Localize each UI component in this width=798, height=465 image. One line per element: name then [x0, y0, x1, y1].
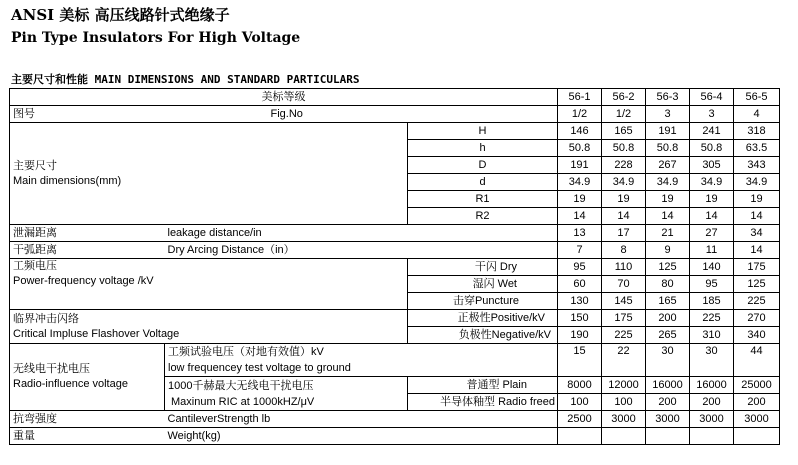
radio-ric-value: 200 — [690, 394, 734, 411]
dim-value: 14 — [734, 208, 780, 225]
model-cell: 56-4 — [690, 89, 734, 106]
leakage-row — [10, 225, 780, 242]
radio-label-en: Radio-influence voltage — [13, 378, 128, 390]
arcing-value: 8 — [602, 242, 646, 259]
dim-value: 305 — [690, 157, 734, 174]
cantilever-value: 2500 — [558, 411, 602, 428]
dim-value: 19 — [690, 191, 734, 208]
dim-value: 146 — [558, 123, 602, 140]
power-freq-value: 140 — [690, 259, 734, 276]
impulse-value: 200 — [646, 310, 690, 327]
dim-name: D — [408, 157, 558, 174]
cantilever-value: 3000 — [690, 411, 734, 428]
radio-ric-value: 12000 — [602, 377, 646, 394]
header-row — [10, 89, 780, 106]
impulse-value: 225 — [690, 310, 734, 327]
dim-value: 50.8 — [690, 140, 734, 157]
dim-name: R1 — [408, 191, 558, 208]
spec-table — [9, 88, 780, 445]
dim-value: 318 — [734, 123, 780, 140]
weight-label-en: Weight(kg) — [165, 428, 558, 445]
radio-ric-value: 8000 — [558, 377, 602, 394]
leakage-value: 34 — [734, 225, 780, 242]
impulse-value: 175 — [602, 310, 646, 327]
arcing-value: 14 — [734, 242, 780, 259]
impulse-name: 负极性Negative/kV — [408, 327, 558, 344]
dim-value: 14 — [602, 208, 646, 225]
dim-value: 34.9 — [734, 174, 780, 191]
radio-label — [10, 344, 165, 411]
dim-value: 50.8 — [646, 140, 690, 157]
dim-name: R2 — [408, 208, 558, 225]
arcing-value: 9 — [646, 242, 690, 259]
dim-value: 19 — [602, 191, 646, 208]
radio-test-label — [165, 344, 558, 377]
power-freq-value: 125 — [646, 259, 690, 276]
impulse-value: 190 — [558, 327, 602, 344]
standard-header: 美标等级 — [10, 89, 558, 106]
leakage-label-en: leakage distance/in — [165, 225, 558, 242]
dim-name: d — [408, 174, 558, 191]
impulse-value: 265 — [646, 327, 690, 344]
fig-cell: 3 — [690, 106, 734, 123]
section-title: 主要尺寸和性能 MAIN DIMENSIONS AND STANDARD PARTICULARS — [11, 73, 360, 86]
main-dim-label-zh: 主要尺寸 — [13, 159, 57, 172]
power-freq-name: 湿闪 Wet — [408, 276, 558, 293]
dim-value: 228 — [602, 157, 646, 174]
dim-value: 267 — [646, 157, 690, 174]
weight-value — [646, 428, 690, 445]
weight-value — [602, 428, 646, 445]
leakage-value: 13 — [558, 225, 602, 242]
fig-cell: 4 — [734, 106, 780, 123]
dim-value: 19 — [558, 191, 602, 208]
leakage-value: 17 — [602, 225, 646, 242]
fig-cell: 1/2 — [558, 106, 602, 123]
dim-value: 165 — [602, 123, 646, 140]
weight-value — [734, 428, 780, 445]
power-freq-value: 175 — [734, 259, 780, 276]
fig-label-zh: 图号 — [10, 106, 165, 123]
dim-row — [10, 123, 780, 140]
power-freq-label — [10, 259, 408, 310]
impulse-value: 150 — [558, 310, 602, 327]
dim-value: 19 — [734, 191, 780, 208]
radio-test-value: 44 — [734, 344, 780, 377]
impulse-value: 270 — [734, 310, 780, 327]
radio-ric-label-zh: 1000千赫最大无线电干扰电压 — [168, 379, 314, 392]
dim-value: 50.8 — [602, 140, 646, 157]
dim-value: 343 — [734, 157, 780, 174]
impulse-value: 340 — [734, 327, 780, 344]
arcing-label-en: Dry Arcing Distance（in） — [165, 242, 558, 259]
radio-ric-value: 16000 — [646, 377, 690, 394]
model-cell: 56-3 — [646, 89, 690, 106]
dim-value: 191 — [646, 123, 690, 140]
weight-row — [10, 428, 780, 445]
radio-test-value: 22 — [602, 344, 646, 377]
model-cell: 56-1 — [558, 89, 602, 106]
radio-ric-value: 200 — [646, 394, 690, 411]
impulse-value: 310 — [690, 327, 734, 344]
dim-value: 34.9 — [690, 174, 734, 191]
power-freq-label-zh: 工频电压 — [13, 260, 57, 272]
fig-label-en: Fig.No — [165, 106, 558, 123]
main-dim-label — [10, 123, 408, 225]
weight-value — [690, 428, 734, 445]
arcing-row — [10, 242, 780, 259]
dim-value: 63.5 — [734, 140, 780, 157]
arcing-label-zh: 干弧距离 — [10, 242, 165, 259]
radio-ric-value: 25000 — [734, 377, 780, 394]
cantilever-value: 3000 — [646, 411, 690, 428]
radio-label-zh: 无线电干扰电压 — [13, 363, 90, 375]
impulse-value: 225 — [602, 327, 646, 344]
power-freq-value: 185 — [690, 293, 734, 310]
radio-test-value: 15 — [558, 344, 602, 377]
impulse-name: 正极性Positive/kV — [408, 310, 558, 327]
cantilever-row — [10, 411, 780, 428]
fig-cell: 1/2 — [602, 106, 646, 123]
dim-value: 19 — [646, 191, 690, 208]
model-cell: 56-2 — [602, 89, 646, 106]
cantilever-label-en: CantileverStrength lb — [165, 411, 558, 428]
radio-ric-value: 200 — [734, 394, 780, 411]
arcing-value: 11 — [690, 242, 734, 259]
leakage-value: 27 — [690, 225, 734, 242]
power-freq-value: 110 — [602, 259, 646, 276]
radio-ric-label — [165, 377, 408, 411]
power-freq-value: 130 — [558, 293, 602, 310]
power-freq-label-en: Power-frequency voltage /kV — [13, 275, 154, 287]
radio-ric-label-en: Maxinum RIC at 1000kHZ/μV — [171, 395, 315, 408]
model-cell: 56-5 — [734, 89, 780, 106]
power-freq-value: 125 — [734, 276, 780, 293]
radio-ric-name: 半导体釉型 Radio freed — [408, 394, 558, 411]
radio-ric-value: 100 — [558, 394, 602, 411]
power-freq-name: 干闪 Dry — [408, 259, 558, 276]
dim-value: 14 — [558, 208, 602, 225]
fig-cell: 3 — [646, 106, 690, 123]
impulse-label-zh: 临界冲击闪络 — [13, 312, 79, 325]
cantilever-value: 3000 — [734, 411, 780, 428]
dim-value: 14 — [690, 208, 734, 225]
dim-value: 34.9 — [646, 174, 690, 191]
power-freq-value: 165 — [646, 293, 690, 310]
arcing-value: 7 — [558, 242, 602, 259]
radio-test-value: 30 — [646, 344, 690, 377]
dim-value: 14 — [646, 208, 690, 225]
power-freq-value: 60 — [558, 276, 602, 293]
impulse-label-en: Critical Impluse Flashover Voltage — [13, 327, 180, 340]
dim-value: 34.9 — [602, 174, 646, 191]
power-freq-value: 225 — [734, 293, 780, 310]
title-chinese: ANSI 美标 高压线路针式绝缘子 — [11, 6, 230, 24]
radio-ric-name: 普通型 Plain — [408, 377, 558, 394]
fig-row — [10, 106, 780, 123]
dim-value: 50.8 — [558, 140, 602, 157]
power-freq-value: 80 — [646, 276, 690, 293]
power-freq-value: 95 — [690, 276, 734, 293]
dim-name: H — [408, 123, 558, 140]
impulse-row — [10, 310, 780, 327]
power-freq-value: 145 — [602, 293, 646, 310]
cantilever-value: 3000 — [602, 411, 646, 428]
leakage-label-zh: 泄漏距离 — [10, 225, 165, 242]
dim-value: 191 — [558, 157, 602, 174]
radio-test-label-zh: 工频试验电压（对地有效值）kV — [168, 346, 324, 358]
radio-test-value: 30 — [690, 344, 734, 377]
weight-value — [558, 428, 602, 445]
dim-value: 34.9 — [558, 174, 602, 191]
cantilever-label-zh: 抗弯强度 — [10, 411, 165, 428]
radio-ric-value: 16000 — [690, 377, 734, 394]
power-freq-row — [10, 259, 780, 276]
dim-value: 241 — [690, 123, 734, 140]
impulse-label — [10, 310, 408, 344]
weight-label-zh: 重量 — [10, 428, 165, 445]
dim-name: h — [408, 140, 558, 157]
main-dim-label-en: Main dimensions(mm) — [13, 174, 122, 187]
title-english: Pin Type Insulators For High Voltage — [11, 30, 301, 46]
radio-ric-value: 100 — [602, 394, 646, 411]
radio-test-label-en: low frequencey test voltage to ground — [168, 362, 351, 374]
power-freq-value: 95 — [558, 259, 602, 276]
power-freq-value: 70 — [602, 276, 646, 293]
leakage-value: 21 — [646, 225, 690, 242]
power-freq-name: 击穿Puncture — [408, 293, 558, 310]
